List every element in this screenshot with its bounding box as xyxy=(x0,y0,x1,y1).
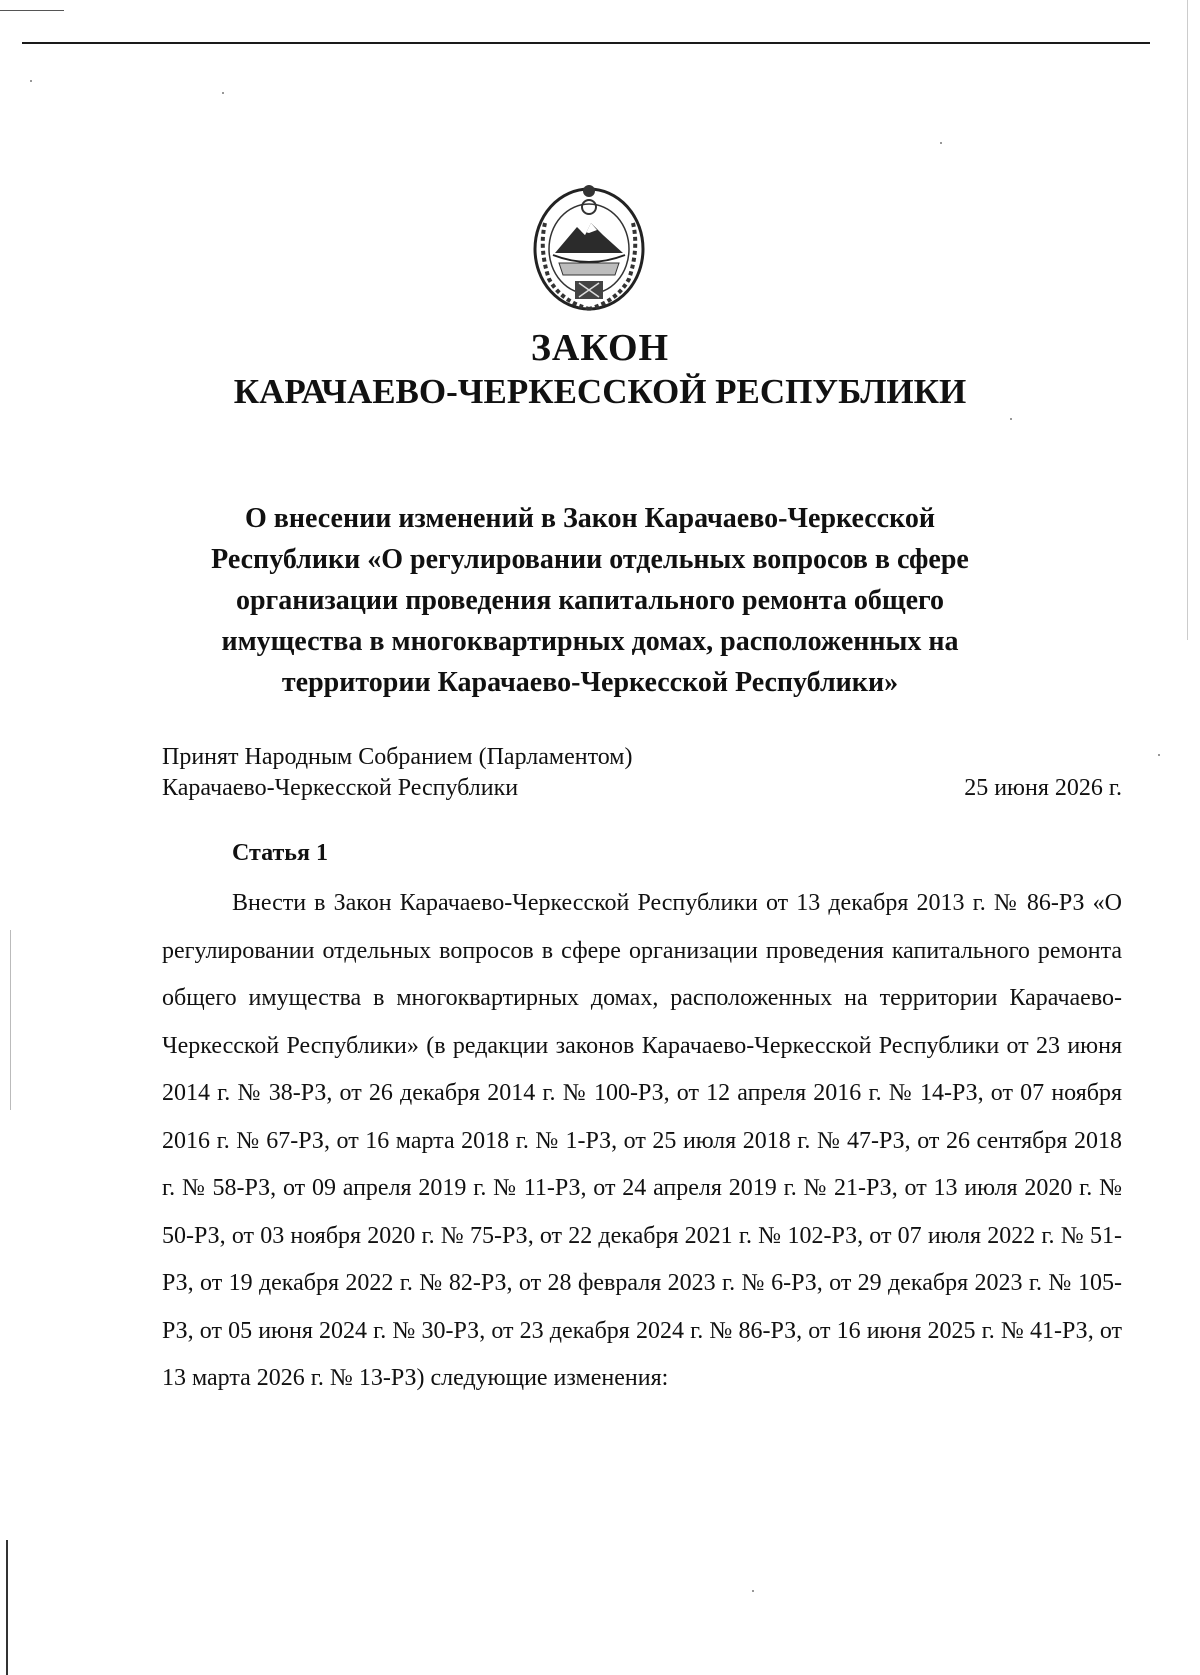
scan-speck xyxy=(1158,754,1160,756)
adoption-block xyxy=(162,742,1122,804)
adoption-republic: Карачаево-Черкесской Республики xyxy=(162,775,519,801)
law-title-republic: КАРАЧАЕВО-ЧЕРКЕССКОЙ РЕСПУБЛИКИ xyxy=(233,372,967,411)
top-rule xyxy=(22,42,1150,44)
scan-speck xyxy=(30,80,32,82)
scan-edge-line xyxy=(10,930,11,1110)
article-heading: Статья 1 xyxy=(232,840,328,866)
scan-edge-line xyxy=(6,1540,8,1675)
scan-mark xyxy=(0,10,64,11)
scan-speck xyxy=(1010,418,1012,420)
scan-edge-line xyxy=(1187,0,1188,640)
law-subtitle: О внесении изменений в Закон Карачаево-Черкесской Республики «О регулировании отдельных вопросов в сфере организации проведения капитального ремонта общего имущества в многоквартирных домах, расположенных на территории Карачаево-Черкесской Республики» xyxy=(211,503,969,698)
article-body-text: Внести в Закон Карачаево-Черкесской Республики от 13 декабря 2013 г. № 86-РЗ «О регулировании отдельных вопросов в сфере организации проведения капитального ремонта общего имущества в многоквартирных домах, расположенных на территории Карачаево-Черкесской Республики» (в редакции законов Карачаево-Черкесской Республики от 23 июня 2014 г. № 38-РЗ, от 26 декабря 2014 г. № 100-РЗ, от 12 апреля 2016 г. № 14-РЗ, от 07 ноября 2016 г. № 67-РЗ, от 16 марта 2018 г. № 1-РЗ, от 25 июля 2018 г. № 47-РЗ, от 26 сентября 2018 г. № 58-РЗ, от 09 апреля 2019 г. № 11-РЗ, от 24 апреля 2019 г. № 21-РЗ, от 13 июля 2020 г. № 50-РЗ, от 03 ноября 2020 г. № 75-РЗ, от 22 декабря 2021 г. № 102-РЗ, от 07 июля 2022 г. № 51-РЗ, от 19 декабря 2022 г. № 82-РЗ, от 28 февраля 2023 г. № 6-РЗ, от 29 декабря 2023 г. № 105-РЗ, от 05 июня 2024 г. № 30-РЗ, от 23 декабря 2024 г. № 86-РЗ, от 16 июня 2025 г. № 41-РЗ, от 13 марта 2026 г. № 13-РЗ) следующие изменения: xyxy=(162,890,1122,1391)
scan-speck xyxy=(222,92,224,94)
republic-coat-of-arms-icon xyxy=(531,183,647,317)
adoption-date: 25 июня 2026 г. xyxy=(964,775,1122,801)
adoption-body: Принят Народным Собранием (Парламентом) xyxy=(162,744,633,770)
scan-speck xyxy=(752,1590,754,1592)
scan-speck xyxy=(940,142,942,144)
law-title: ЗАКОН xyxy=(530,327,670,369)
